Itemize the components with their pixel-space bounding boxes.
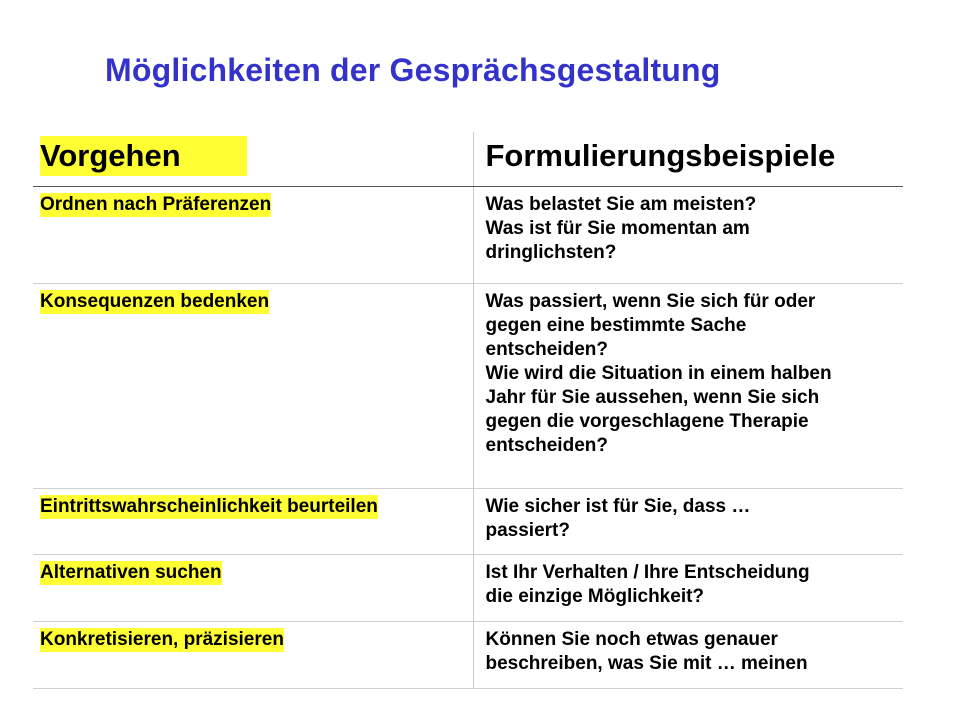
example-line: die einzige Möglichkeit? [485,586,705,607]
example-line: Ist Ihr Verhalten / Ihre Entscheidung [485,562,810,583]
header-cell-approach [33,132,473,187]
example-line: beschreiben, was Sie mit … meinen [485,653,808,674]
table-header-row [33,132,903,187]
table-row [33,489,903,555]
example-line: Was passiert, wenn Sie sich für oder [485,291,816,312]
approach-cell [33,187,473,284]
example-line: Wie sicher ist für Sie, dass … [485,496,751,517]
example-line: Was belastet Sie am meisten? [485,194,757,215]
approach-cell [33,622,473,689]
approach-cell [33,555,473,622]
table-bottom-cell [473,689,903,690]
example-line: entscheiden? [485,435,608,456]
approach-label: Ordnen nach Präferenzen [40,194,272,215]
approach-label: Alternativen suchen [40,562,222,583]
example-cell [473,622,903,689]
example-cell [473,555,903,622]
example-line: gegen die vorgeschlagene Therapie [485,411,809,432]
example-cell [473,284,903,489]
header-approach-label: Vorgehen [40,136,247,176]
approach-label: Konkretisieren, präzisieren [40,629,284,650]
approach-cell [33,489,473,555]
example-line: Können Sie noch etwas genauer [485,629,778,650]
header-cell-examples [473,132,903,187]
approach-table [33,132,903,689]
example-line: dringlichsten? [485,242,617,263]
example-line: Jahr für Sie aussehen, wenn Sie sich [485,387,820,408]
table-bottom-border [33,689,903,690]
approach-label: Eintrittswahrscheinlichkeit beurteilen [40,496,378,517]
page-title: Möglichkeiten der Gesprächsgestaltung [105,52,721,88]
approach-table-container [33,132,903,689]
example-cell [473,489,903,555]
table-row [33,622,903,689]
example-cell [473,187,903,284]
header-examples-label: Formulierungsbeispiele [485,138,836,173]
example-line: passiert? [485,520,570,541]
table-row [33,284,903,489]
example-line: entscheiden? [485,339,608,360]
example-line: Was ist für Sie momentan am [485,218,750,239]
example-line: Wie wird die Situation in einem halben [485,363,832,384]
approach-cell [33,284,473,489]
table-row [33,555,903,622]
example-line: gegen eine bestimmte Sache [485,315,747,336]
table-row [33,187,903,284]
table-bottom-cell [33,689,473,690]
approach-label: Konsequenzen bedenken [40,291,270,312]
